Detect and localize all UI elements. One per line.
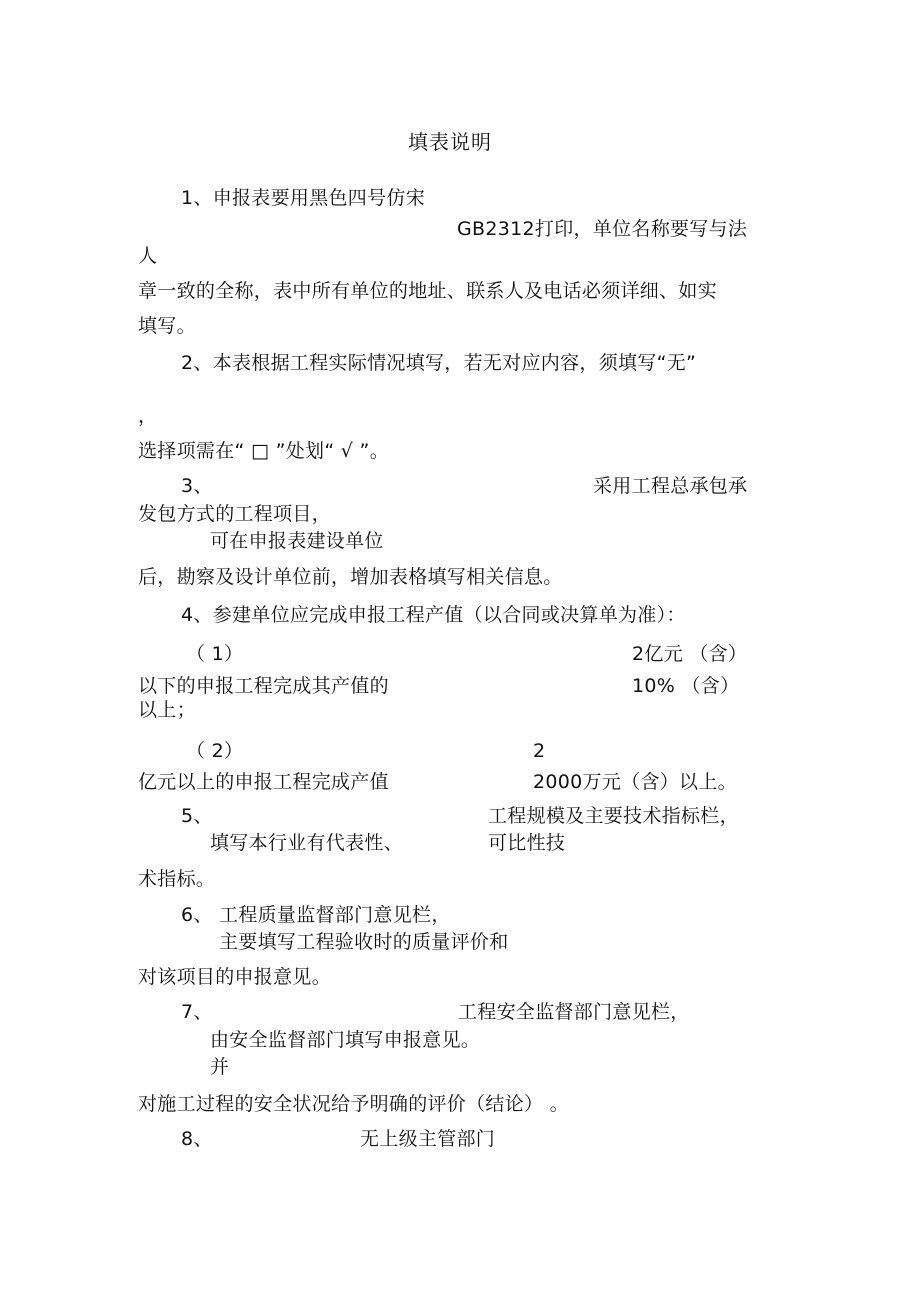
- item3-line-e: 后，勘察及设计单位前，增加表格填写相关信息。: [138, 566, 563, 588]
- item3-line-d: 可在申报表建设单位: [210, 530, 384, 552]
- item4-1-label: （ 1）: [186, 643, 244, 665]
- item7-line-e: 对施工过程的安全状况给予明确的评价（结论） 。: [138, 1093, 569, 1115]
- item1-line-c: 人: [138, 245, 158, 267]
- item2-line-c: 选择项需在“ □ ”处划“ √ ”。: [138, 440, 389, 462]
- item5-line-e: 术指标。: [138, 868, 216, 890]
- item6-line-b: 主要填写工程验收时的质量评价和: [219, 931, 509, 953]
- item3-line-b: 采用工程总承包承: [593, 475, 748, 497]
- item1-line-e: 填写。: [138, 315, 196, 337]
- item5-line-a: 5、: [181, 805, 213, 827]
- item1-line-a: 1、申报表要用黑色四号仿宋: [181, 187, 425, 209]
- item3-line-a: 3、: [181, 475, 213, 497]
- item2-line-a: 2、本表根据工程实际情况填写，若无对应内容，须填写“无”: [181, 352, 697, 374]
- item1-line-d: 章一致的全称，表中所有单位的地址、联系人及电话必须详细、如实: [138, 280, 718, 302]
- item8-line-a: 8、: [181, 1128, 213, 1150]
- item4-2-amount: 2000万元（含）以上。: [533, 771, 737, 793]
- page-title: 填表说明: [408, 130, 492, 154]
- item4-1-percent: 10% （含）: [632, 675, 740, 697]
- item5-line-c: 填写本行业有代表性、: [210, 832, 404, 854]
- item1-line-b: GB2312打印，单位名称要写与法: [457, 218, 748, 240]
- item5-line-d: 可比性技: [488, 832, 566, 854]
- item6-line-c: 对该项目的申报意见。: [138, 966, 332, 988]
- item7-line-c: 由安全监督部门填写申报意见。: [210, 1029, 481, 1051]
- item4-2-label: （ 2）: [186, 740, 244, 762]
- item5-line-b: 工程规模及主要技术指标栏，: [488, 805, 739, 827]
- item6-line-a: 6、 工程质量监督部门意见栏，: [181, 904, 451, 926]
- item8-line-b: 无上级主管部门: [360, 1128, 496, 1150]
- item7-line-a: 7、: [181, 1001, 213, 1023]
- item7-line-d: 并: [210, 1056, 230, 1078]
- item3-line-c: 发包方式的工程项目，: [138, 503, 332, 525]
- item4-2-threshold: 2: [533, 740, 546, 762]
- item4-1-threshold: 2亿元 （含）: [632, 643, 748, 665]
- item4-2-text: 亿元以上的申报工程完成产值: [138, 771, 389, 793]
- item4-line-a: 4、参建单位应完成申报工程产值（以合同或决算单为准）：: [181, 604, 686, 626]
- item4-1-text: 以下的申报工程完成其产值的: [138, 675, 389, 697]
- item4-1-tail: 以上；: [138, 699, 196, 721]
- item2-line-b: ，: [138, 405, 158, 427]
- item7-line-b: 工程安全监督部门意见栏，: [458, 1001, 690, 1023]
